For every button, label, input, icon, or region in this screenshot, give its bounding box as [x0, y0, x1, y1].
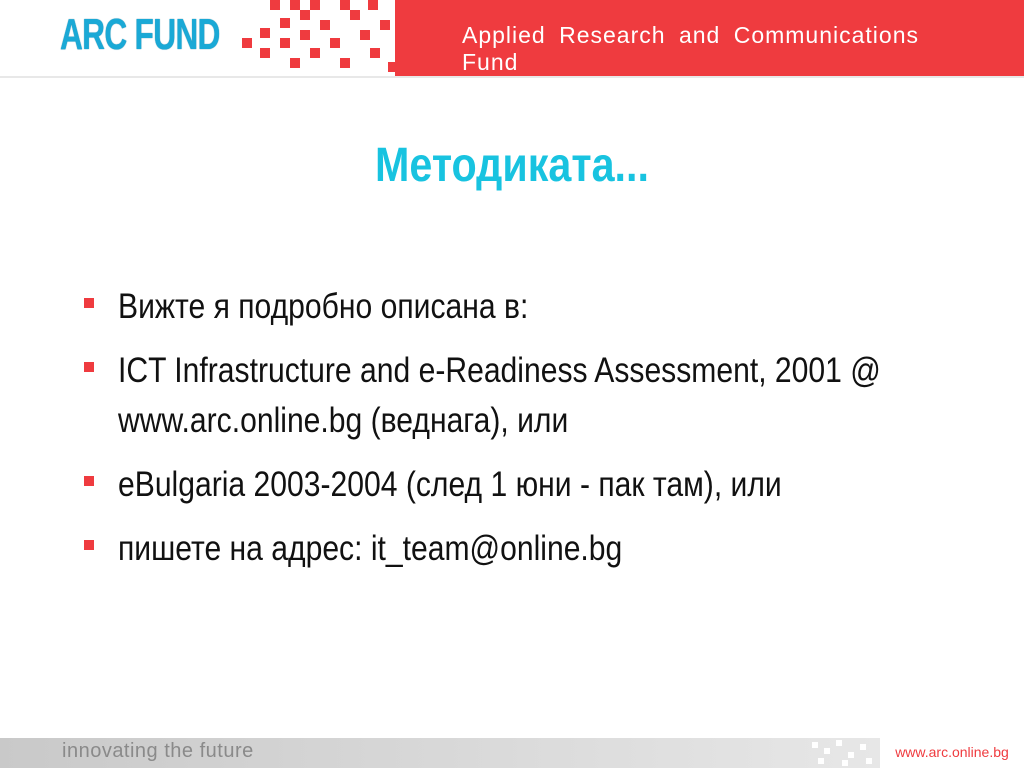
bullet-item: [84, 282, 964, 332]
arc-fund-logo: ARC FUND: [60, 10, 220, 59]
bullet-square-icon: [84, 298, 94, 308]
bullet-text: Вижте я подробно описана в:: [118, 287, 529, 326]
slide-title: Методиката...: [375, 139, 649, 192]
footer-pixel-pattern-icon: [808, 738, 878, 768]
bullet-square-icon: [84, 476, 94, 486]
footer-tagline: innovating the future: [62, 740, 254, 762]
bullet-list: [84, 282, 964, 588]
bullet-item: [84, 524, 964, 574]
bullet-square-icon: [84, 362, 94, 372]
bullet-text: eBulgaria 2003-2004 (след 1 юни - пак там), или: [118, 465, 782, 504]
pixel-pattern-icon: [238, 0, 398, 76]
header-banner: [0, 0, 1024, 78]
footer-url-link[interactable]: www.arc.online.bg: [880, 738, 1024, 768]
header-tagline: Applied Research and Communications Fund: [462, 22, 919, 75]
bullet-item: [84, 346, 964, 446]
bullet-text: ICT Infrastructure and e-Readiness Assessment, 2001 @ www.arc.online.bg (веднага), или: [118, 351, 881, 440]
bullet-square-icon: [84, 540, 94, 550]
bullet-text: пишете на адрес: it_team@online.bg: [118, 529, 623, 568]
bullet-item: [84, 460, 964, 510]
